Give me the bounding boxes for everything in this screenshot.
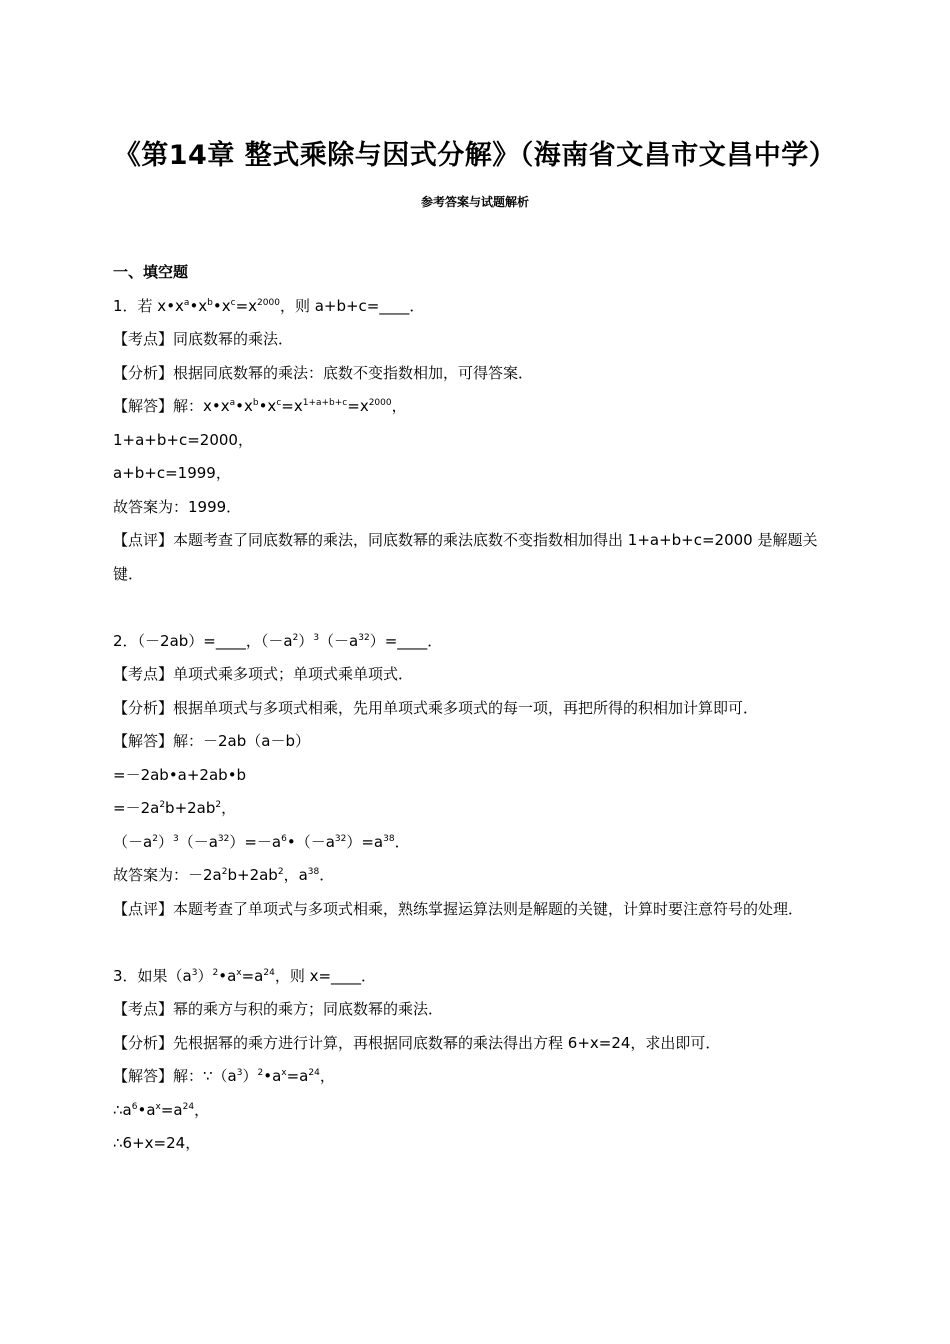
- q3-fenxi: 【分析】先根据幂的乘方进行计算，再根据同底数幂的乘法得出方程 6+x=24，求出即可．: [113, 1033, 721, 1052]
- spacer: [113, 591, 839, 625]
- q1-dianping: 【点评】本题考查了同底数幂的乘法，同底数幂的乘法底数不变指数相加得出 1+a+b+c=2000 是解题关键．: [113, 531, 818, 583]
- q2-question: 2．（－2ab）=____，$(-a^2)^3(-a^{32})=\_\_\_\_$．: [113, 631, 443, 650]
- q1-question: 1．若 $x•x^a•x^b•x^c=x^{2000}$，则 a+b+c=____．: [113, 296, 425, 315]
- q1-answer: 故答案为：1999．: [113, 497, 242, 516]
- q2-fenxi: 【分析】根据单项式与多项式相乘，先用单项式乘多项式的每一项，再把所得的积相加计算即可．: [113, 698, 759, 717]
- q3-jieda: 【解答】解：$\because(a^3)^2•a^x=a^{24}$，: [113, 1067, 335, 1085]
- document-body: [113, 256, 839, 1161]
- q2-dianping: 【点评】本题考查了单项式与多项式相乘，熟练掌握运算法则是解题的关键，计算时要注意符号的处理．: [113, 899, 804, 918]
- q3-step1: $\therefore a^6•a^x=a^{24}$，: [113, 1100, 210, 1119]
- section-heading: 一、填空题: [113, 263, 189, 281]
- q1-fenxi: 【分析】根据同底数幂的乘法：底数不变指数相加，可得答案．: [113, 363, 534, 382]
- q2-kaodian: 【考点】单项式乘多项式；单项式乘单项式．: [113, 665, 414, 683]
- q1-jieda: 【解答】解：$x•x^a•x^b•x^c=x^{1+a+b+c}=x^{2000}$，: [113, 397, 407, 415]
- page-title: 《第14章 整式乘除与因式分解》（海南省文昌市文昌中学）: [113, 140, 837, 171]
- q2-jieda: 【解答】解：－2ab（a－b）: [113, 732, 310, 750]
- q2-step2: $=-2a^2b+2ab^2$，: [113, 799, 237, 817]
- q3-step2: ∴6+x=24，: [113, 1134, 201, 1152]
- q2-answer: 故答案为：$-2a^2b+2ab^2$，$a^{38}$．: [113, 866, 335, 884]
- q2-step3: $(-a^2)^3(-a^{32})=-a^6•(-a^{32})=a^{38}$．: [113, 832, 410, 851]
- spacer: [113, 926, 839, 960]
- q2-step1: =－2ab•a+2ab•b: [113, 765, 247, 784]
- q3-kaodian: 【考点】幂的乘方与积的乘方；同底数幂的乘法．: [113, 1000, 444, 1018]
- page-subtitle: 参考答案与试题解析: [420, 195, 529, 209]
- q1-step2: a+b+c=1999，: [113, 464, 231, 482]
- q3-question: 3．如果$(a^3)^2•a^x=a^{24}$，则 x=____．: [113, 966, 377, 985]
- q1-kaodian: 【考点】同底数幂的乘法．: [113, 330, 294, 348]
- q1-step1: 1+a+b+c=2000，: [113, 430, 253, 449]
